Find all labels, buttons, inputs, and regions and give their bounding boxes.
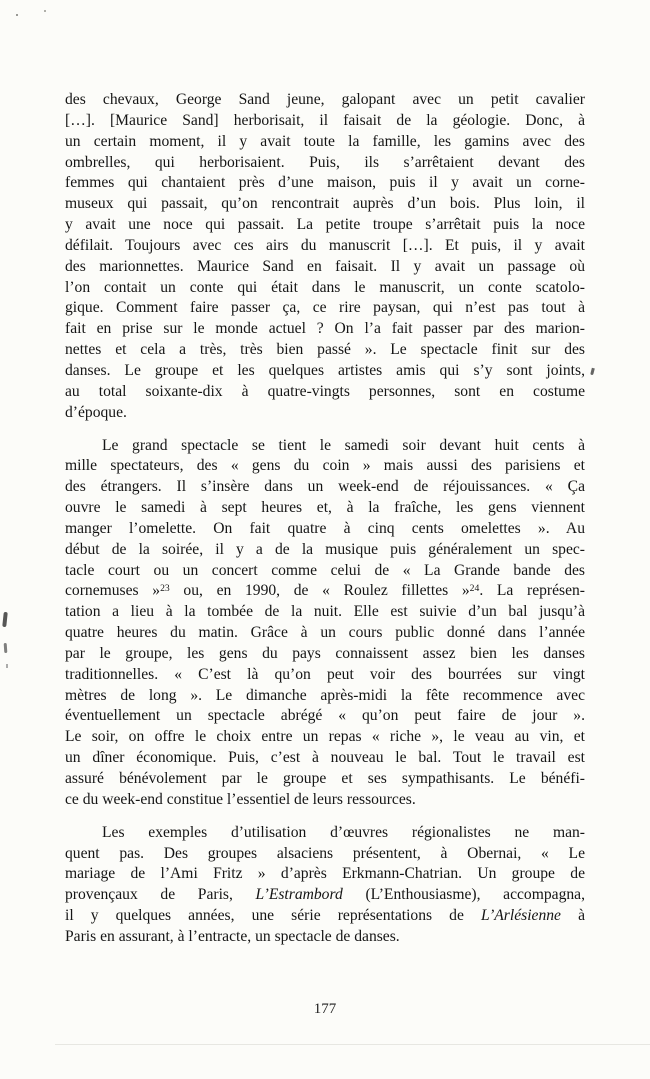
- text-segment: par le groupe, les gens du pays connaissent assez bien les danses: [65, 644, 585, 662]
- scan-artifact: [16, 14, 18, 16]
- work-title-italic: L’Estrambord: [255, 886, 343, 904]
- text-line: [65, 361, 585, 382]
- text-line: [65, 581, 585, 602]
- text-line: [65, 686, 585, 707]
- text-line: [65, 382, 585, 403]
- text-segment: des étrangers. Il s’insère dans un week-end de réjouissances. « Ça: [65, 478, 585, 496]
- text-segment: mille spectateurs, des « gens du coin » mais aussi des parisiens et: [65, 457, 585, 475]
- text-segment: provençaux de Paris,: [65, 886, 256, 904]
- text-line: [65, 864, 585, 885]
- text-line: [65, 644, 585, 665]
- text-segment: ou, en 1990, de « Roulez fillettes »: [169, 582, 470, 600]
- page-number: 177: [313, 1001, 337, 1017]
- text-segment: fait en prise sur le monde actuel ? On l’a fait passer par des marion-: [65, 320, 585, 338]
- text-segment: ouvre le samedi à sept heures et, à la fraîche, les gens viennent: [65, 499, 585, 517]
- work-title-italic: L’Arlésienne: [481, 907, 561, 925]
- text-segment: quent pas. Des groupes alsaciens présentent, à Obernai, « Le: [65, 844, 585, 862]
- text-segment: Paris en assurant, à l’entracte, un spectacle de danses.: [65, 927, 400, 945]
- text-segment: y avait une noce qui passait. La petite troupe s’arrêtait puis la noce: [65, 216, 585, 234]
- text-segment: cornemuses »: [65, 582, 161, 600]
- scan-artifact: [2, 612, 8, 627]
- scan-artifact: [590, 368, 595, 376]
- text-segment: ombrelles, qui herborisaient. Puis, ils s’arrêtaient devant des: [65, 153, 585, 171]
- text-line: [65, 340, 585, 361]
- paragraph-1: [65, 90, 585, 424]
- text-segment: femmes qui chantaient près d’une maison, puis il y avait un corne-: [65, 174, 585, 192]
- text-line: [65, 885, 585, 906]
- scan-artifact: [6, 664, 8, 668]
- text-line: [65, 298, 585, 319]
- text-line: [65, 111, 585, 132]
- text-segment: Le grand spectacle se tient le samedi soir devant huit cents à: [102, 436, 585, 454]
- text-segment: un certain moment, il y avait toute la famille, les gamins avec des: [65, 132, 585, 150]
- text-line: [65, 665, 585, 686]
- text-segment: manger l’omelette. On fait quatre à cinq cents omelettes ». Au: [65, 519, 585, 537]
- text-line: [65, 194, 585, 215]
- text-segment: au total soixante-dix à quatre-vingts personnes, sont en costume: [65, 382, 585, 400]
- text-line: [65, 706, 585, 727]
- text-segment: d’époque.: [65, 403, 127, 421]
- text-segment: nettes et cela a très, très bien passé ». Le spectacle finit sur des: [65, 341, 585, 359]
- text-segment: un dîner économique. Puis, c’est à nouveau le bal. Tout le travail est: [65, 749, 585, 767]
- text-line: [65, 403, 585, 424]
- paragraph-3: [65, 823, 585, 948]
- text-line: [65, 769, 585, 790]
- text-segment: début de la soirée, il y a de la musique puis généralement un spec-: [65, 540, 585, 558]
- scan-artifact: [55, 1044, 650, 1045]
- text-line: [65, 790, 585, 811]
- text-segment: mètres de long ». Le dimanche après-midi la fête recommence avec: [65, 686, 585, 704]
- text-line: [65, 319, 585, 340]
- text-segment: Le soir, on offre le choix entre un repas « riche », le veau au vin, et: [65, 728, 585, 746]
- text-segment: (L’Enthousiasme), accompagna,: [342, 886, 585, 904]
- footnote-reference: 23: [160, 583, 170, 595]
- text-segment: quatre heures du matin. Grâce à un cours public donné dans l’année: [65, 624, 585, 642]
- text-line: [65, 561, 585, 582]
- text-segment: museux qui passait, qu’on rencontrait auprès d’un bois. Plus loin, il: [65, 195, 585, 213]
- text-segment: assuré bénévolement par le groupe et ses sympathisants. Le bénéfi-: [65, 770, 585, 787]
- text-segment: l’on contait un conte qui était dans le manuscrit, un conte scatolo-: [65, 278, 585, 296]
- scan-artifact: [44, 10, 46, 12]
- text-segment: gique. Comment faire passer ça, ce rire paysan, qui n’est pas tout à: [65, 299, 585, 317]
- text-line: [65, 927, 585, 948]
- text-segment: ce du week-end constitue l’essentiel de leurs ressources.: [65, 790, 416, 808]
- text-segment: danses. Le groupe et les quelques artistes amis qui s’y sont joints,: [65, 361, 585, 379]
- text-segment: éventuellement un spectacle abrégé « qu’on peut faire de jour ».: [65, 707, 585, 725]
- text-segment: tation a lieu à la tombée de la nuit. Elle est suivie d’un bal jusqu’à: [65, 603, 585, 621]
- text-line: [65, 278, 585, 299]
- text-line: [65, 540, 585, 561]
- text-line: [65, 623, 585, 644]
- text-line: [65, 498, 585, 519]
- text-line: [65, 236, 585, 257]
- page-text: [65, 90, 585, 948]
- text-line: [65, 436, 585, 457]
- text-segment: tacle court ou un concert comme celui de « La Grande bande des: [65, 561, 585, 579]
- text-segment: mariage de l’Ami Fritz » d’après Erkmann-Chatrian. Un groupe de: [65, 865, 585, 883]
- text-segment: Les exemples d’utilisation d’œuvres régionalistes ne man-: [102, 823, 585, 841]
- text-line: [65, 727, 585, 748]
- text-segment: […]. [Maurice Sand] herborisait, il faisait de la géologie. Donc, à: [65, 111, 585, 129]
- text-segment: . La représen-: [479, 582, 586, 600]
- text-line: [65, 477, 585, 498]
- footnote-reference: 24: [469, 583, 480, 595]
- text-segment: à: [560, 907, 585, 925]
- scan-artifact: [4, 643, 8, 653]
- text-line: [65, 215, 585, 236]
- text-line: [65, 132, 585, 153]
- text-line: [65, 602, 585, 623]
- text-line: [65, 456, 585, 477]
- paragraph-2: [65, 436, 585, 811]
- text-line: [65, 173, 585, 194]
- text-line: [65, 257, 585, 278]
- text-segment: défilait. Toujours avec ces airs du manuscrit […]. Et puis, il y avait: [65, 236, 585, 254]
- text-segment: des marionnettes. Maurice Sand en faisait. Il y avait un passage où: [65, 257, 585, 275]
- text-segment: il y quelques années, une série représentations de: [65, 907, 481, 925]
- text-line: [65, 748, 585, 769]
- text-line: [65, 844, 585, 865]
- text-line: [65, 906, 585, 927]
- text-line: [65, 519, 585, 540]
- text-line: [65, 153, 585, 174]
- text-segment: traditionnelles. « C’est là qu’on peut voir des bourrées sur vingt: [65, 665, 585, 683]
- text-line: [65, 823, 585, 844]
- text-line: [65, 90, 585, 111]
- text-segment: des chevaux, George Sand jeune, galopant avec un petit cavalier: [65, 91, 585, 108]
